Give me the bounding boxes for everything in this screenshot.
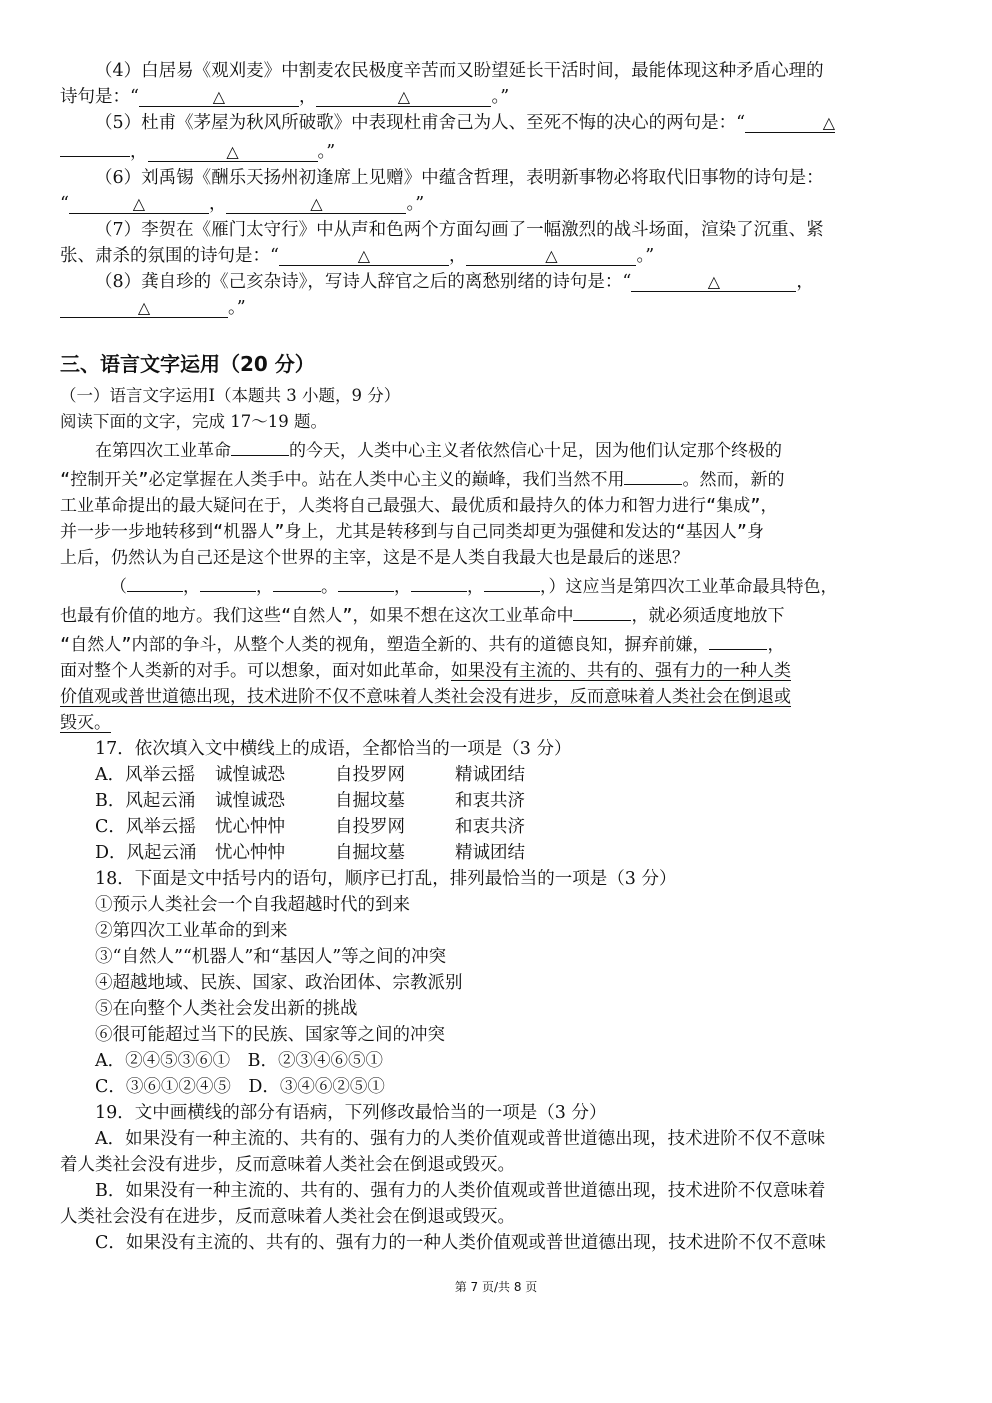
q5-text: （5）杜甫《茅屋为秋风所破歌》中表现杜甫舍己为人、至死不悔的决心的两句是：“ — [95, 113, 746, 133]
answer-blank[interactable] — [273, 571, 321, 592]
close-quote: 。” — [317, 142, 336, 162]
option-text: 自掘坟墓 — [335, 791, 405, 811]
answer-blank[interactable] — [484, 571, 540, 592]
q19-option-b-cont: 人类社会没有在进步，反而意味着人类社会在倒退或毁灭。 — [60, 1207, 515, 1227]
passage-text: “自然人”内部的争斗，从整个人类的视角，塑造全新的、共有的道德良知，摒弃前嫌， — [60, 635, 710, 655]
answer-blank[interactable] — [60, 136, 130, 157]
close-quote: 。” — [491, 87, 510, 107]
close-quote: 。” — [406, 194, 425, 214]
triangle-marker: △ — [397, 87, 411, 106]
q18-item: ⑥很可能超过当下的民族、国家等之间的冲突 — [95, 1025, 445, 1045]
section-instruction: 阅读下面的文字，完成 17～19 题。 — [60, 412, 327, 431]
q19-option-a[interactable]: A．如果没有一种主流的、共有的、强有力的人类价值观或普世道德出现，技术进阶不仅不意味 — [95, 1129, 826, 1149]
q18-options-ab[interactable]: A．②④⑤③⑥① B．②③④⑥⑤① — [95, 1051, 383, 1071]
option-text: 精诚团结 — [455, 843, 525, 863]
q17-option-b[interactable] — [60, 788, 932, 814]
passage-line — [60, 684, 932, 710]
passage-text: 的今天，人类中心主义者依然信心十足，因为他们认定那个终极的 — [289, 441, 782, 461]
page-footer: 第 7 页/共 8 页 — [454, 1280, 538, 1294]
passage-line — [60, 710, 932, 736]
underlined-sentence: 如果没有主流的、共有的、强有力的一种人类 — [451, 661, 791, 681]
underlined-sentence: 价值观或普世道德出现，技术进阶不仅不意味着人类社会没有进步，反而意味着人类社会在倒退或 — [60, 687, 791, 707]
triangle-marker: △ — [357, 246, 371, 265]
passage-text: 也最有价值的地方。我们这些“自然人”，如果不想在这次工业革命中 — [60, 606, 574, 626]
triangle-marker: △ — [132, 194, 146, 213]
q8-line2 — [60, 295, 932, 321]
passage-line: 上后，仍然认为自己还是这个世界的主宰，这是不是人类自我最大也是最后的迷思？ — [60, 548, 689, 568]
passage-line: 工业革命提出的最大疑问在于，人类将自己最强大、最优质和最持久的体力和智力进行“集成”， — [60, 496, 778, 516]
q4-text: （4）白居易《观刈麦》中割麦农民极度辛苦而又盼望延长干活时间，最能体现这种矛盾心理的 — [95, 61, 824, 81]
option-text: 忧心忡忡 — [215, 843, 285, 863]
comma: ， — [448, 246, 467, 266]
option-text: 忧心忡忡 — [215, 817, 285, 837]
q18-item: ③“自然人”“机器人”和“基因人”等之间的冲突 — [95, 947, 447, 967]
q18-item: ⑤在向整个人类社会发出新的挑战 — [95, 999, 358, 1019]
option-text: 精诚团结 — [455, 765, 525, 785]
option-text: 和衷共济 — [455, 791, 525, 811]
q7-lead: 张、肃杀的氛围的诗句是：“ — [60, 246, 279, 266]
open-quote: “ — [60, 194, 69, 214]
comma: ， — [298, 87, 317, 107]
passage-text: ， — [183, 577, 200, 597]
q7-line1 — [60, 217, 932, 243]
passage-line — [60, 629, 932, 658]
passage-line — [60, 464, 932, 493]
triangle-marker: △ — [822, 113, 836, 132]
comma: ， — [796, 272, 814, 292]
passage-text: 面对整个人类新的对手。可以想象，面对如此革命， — [60, 661, 451, 681]
answer-blank[interactable] — [200, 571, 256, 592]
triangle-marker: △ — [310, 194, 323, 213]
option-text: 自掘坟墓 — [335, 843, 405, 863]
answer-blank[interactable] — [709, 629, 767, 650]
passage-text: ，就必须适度地放下 — [631, 606, 785, 626]
q18-options-cd[interactable]: C．③⑥①②④⑤ D．③④⑥②⑤① — [95, 1077, 385, 1097]
answer-blank[interactable] — [624, 464, 682, 485]
answer-blank[interactable] — [338, 571, 394, 592]
triangle-marker: △ — [707, 272, 720, 291]
answer-blank[interactable] — [279, 245, 449, 266]
q17-option-c[interactable] — [60, 814, 932, 840]
triangle-marker: △ — [226, 142, 239, 161]
answer-blank[interactable] — [631, 271, 796, 292]
answer-blank[interactable] — [231, 435, 289, 456]
q19-option-b[interactable]: B．如果没有一种主流的、共有的、强有力的人类价值观或普世道德出现，技术进阶不仅意味着 — [95, 1181, 826, 1201]
passage-text: “控制开关”必定掌握在人类手中。站在人类中心主义的巅峰，我们当然不用 — [60, 470, 625, 490]
option-text: 自投罗网 — [335, 765, 405, 785]
passage-text: （ — [110, 577, 127, 597]
answer-blank[interactable] — [127, 571, 183, 592]
passage-text: ， — [394, 577, 411, 597]
option-text: 诚惶诚恐 — [215, 791, 285, 811]
answer-blank[interactable] — [573, 600, 631, 621]
q8-line1 — [60, 269, 932, 295]
section-subtitle: （一）语言文字运用Ⅰ（本题共 3 小题，9 分） — [60, 386, 401, 405]
q6-line2 — [60, 191, 932, 217]
option-text: 自投罗网 — [335, 817, 405, 837]
passage-text: ， — [256, 577, 273, 597]
q7-text: （7）李贺在《雁门太守行》中从声和色两个方面勾画了一幅激烈的战斗场面，渲染了沉重、紧 — [95, 220, 824, 240]
answer-blank[interactable] — [60, 297, 228, 318]
answer-blank[interactable] — [466, 245, 636, 266]
passage-line: 并一步一步地转移到“机器人”身上，尤其是转移到与自己同类却更为强健和发达的“基因人”身 — [60, 522, 764, 542]
q17-option-d[interactable] — [60, 840, 932, 866]
passage-text: ， — [467, 577, 484, 597]
option-text: C．风举云摇 — [95, 817, 196, 837]
q5-line2 — [60, 136, 932, 165]
option-text: A．风举云摇 — [95, 765, 196, 785]
option-text: B．风起云涌 — [95, 791, 196, 811]
q17-option-a[interactable] — [60, 762, 932, 788]
passage-line — [60, 600, 932, 629]
q6-line1 — [60, 165, 932, 191]
q18-item: ②第四次工业革命的到来 — [95, 921, 288, 941]
close-quote: 。” — [228, 298, 246, 318]
passage-text: 在第四次工业革命 — [95, 441, 231, 461]
close-quote: 。” — [636, 246, 655, 266]
passage-text: 。然而，新的 — [682, 470, 785, 490]
underlined-sentence: 毁灭。 — [60, 713, 111, 733]
passage-line — [60, 658, 932, 684]
answer-blank[interactable] — [745, 112, 835, 133]
q19-stem: 19．文中画横线的部分有语病，下列修改最恰当的一项是（3 分） — [95, 1103, 607, 1123]
q7-line2 — [60, 243, 932, 269]
section-title: 三、语言文字运用（20 分） — [60, 352, 315, 376]
q17-stem: 17．依次填入文中横线上的成语，全都恰当的一项是（3 分） — [95, 739, 572, 759]
q4-lead: 诗句是：“ — [60, 87, 139, 107]
passage-line — [60, 435, 932, 464]
answer-blank[interactable] — [226, 193, 406, 214]
triangle-marker: △ — [212, 87, 226, 106]
q8-text: （8）龚自珍的《己亥杂诗》，写诗人辞官之后的离愁别绪的诗句是：“ — [95, 272, 632, 292]
q19-option-a-cont: 着人类社会没有进步，反而意味着人类社会在倒退或毁灭。 — [60, 1155, 515, 1175]
q4-line1 — [60, 58, 932, 84]
answer-blank[interactable] — [316, 86, 491, 107]
q6-text: （6）刘禹锡《酬乐天扬州初逢席上见赠》中蕴含哲理，表明新事物必将取代旧事物的诗句是： — [95, 168, 824, 188]
q19-option-c[interactable]: C．如果没有主流的、共有的、强有力的一种人类价值观或普世道德出现，技术进阶不仅不意味 — [95, 1233, 826, 1253]
answer-blank[interactable] — [148, 141, 318, 162]
passage-text: ，）这应当是第四次工业革命最具特色， — [540, 577, 838, 597]
option-text: 和衷共济 — [455, 817, 525, 837]
q5-line1 — [60, 110, 932, 136]
q4-line2 — [60, 84, 932, 110]
answer-blank[interactable] — [139, 86, 299, 107]
passage-text: 。 — [321, 577, 338, 597]
answer-blank[interactable] — [69, 193, 209, 214]
exam-page — [60, 58, 932, 1256]
option-text: 诚惶诚恐 — [215, 765, 285, 785]
q18-item: ④超越地域、民族、国家、政治团体、宗教派别 — [95, 973, 463, 993]
comma: ， — [130, 142, 148, 162]
triangle-marker: △ — [137, 298, 151, 317]
comma: ， — [208, 194, 227, 214]
q18-item: ①预示人类社会一个自我超越时代的到来 — [95, 895, 410, 915]
passage-text: ， — [767, 635, 785, 655]
answer-blank[interactable] — [411, 571, 467, 592]
option-text: D．风起云涌 — [95, 843, 197, 863]
q18-stem: 18．下面是文中括号内的语句，顺序已打乱，排列最恰当的一项是（3 分） — [95, 869, 677, 889]
triangle-marker: △ — [545, 246, 558, 265]
passage-line — [60, 571, 932, 600]
